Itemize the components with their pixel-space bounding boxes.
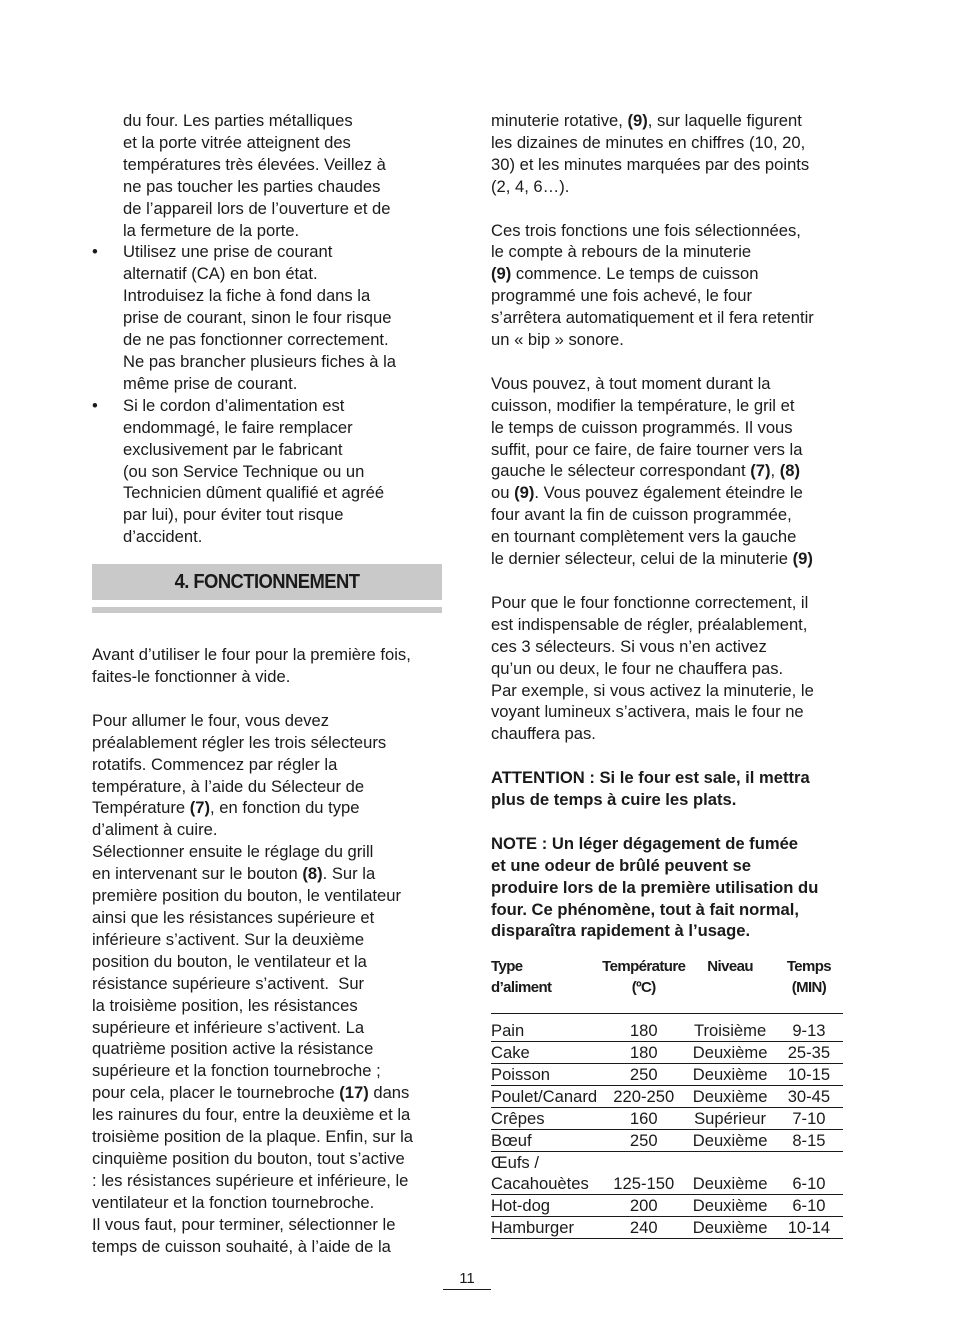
text-line: (ou son Service Technique ou un (123, 461, 365, 481)
table-row (491, 1042, 843, 1064)
cell-food: Cake (491, 1042, 602, 1064)
text-line: s’arrêtera automatiquement et il fera retentir (491, 308, 814, 328)
bullet-item (92, 395, 442, 548)
page-number: 11 (443, 1269, 491, 1290)
note-paragraph (491, 833, 843, 943)
text-line: est indispensable de régler, préalablement, (491, 614, 808, 634)
table-row (491, 1014, 843, 1042)
text-line: disparaîtra rapidement à l’usage. (491, 921, 751, 941)
cell-food: Poisson (491, 1064, 602, 1086)
text-line: ne pas toucher les parties chaudes (123, 176, 381, 196)
text-line: Introduisez la fiche à fond dans la (123, 286, 371, 306)
text-line: Ces trois fonctions une fois sélectionnées, (491, 220, 801, 240)
text-line: Pour allumer le four, vous devez (92, 710, 330, 730)
left-column (92, 110, 442, 1257)
text-line: (2, 4, 6…). (491, 176, 570, 196)
text-line: résistance supérieure s’activent. Sur (92, 973, 365, 993)
text-line: d’accident. (123, 527, 203, 547)
text-line: four. Ce phénomène, tout à fait normal, (491, 899, 799, 919)
cell-temperature (602, 1152, 685, 1174)
paragraph (92, 644, 442, 688)
bullet-icon: • (92, 242, 98, 262)
column-header-temperature: Température (ºC) (602, 956, 685, 1014)
text-line: température, à l’aide du Sélecteur de (92, 776, 365, 796)
paragraph (92, 710, 442, 1258)
cell-food: Hamburger (491, 1217, 602, 1239)
text-line: plus de temps à cuire les plats. (491, 790, 737, 810)
text-line: de ne pas fonctionner correctement. (123, 330, 389, 350)
column-header-level: Niveau (685, 956, 775, 1014)
cell-level: Deuxième (685, 1130, 775, 1152)
text-line: four avant la fin de cuisson programmée, (491, 505, 792, 525)
cell-temperature: 200 (602, 1195, 685, 1217)
section-title: 4. FONCTIONNEMENT (174, 571, 360, 594)
table-header-row (491, 956, 843, 1014)
text-line: qu’un ou deux, le four ne chauffera pas. (491, 658, 784, 678)
text-line: Sélectionner ensuite le réglage du grill (92, 842, 374, 862)
cell-time: 8-15 (775, 1130, 843, 1152)
text-line: Utilisez une prise de courant (123, 242, 333, 262)
text-line: de l’appareil lors de l’ouverture et de (123, 198, 391, 218)
text-line: produire lors de la première utilisation du (491, 877, 819, 897)
text-line: le compte à rebours de la minuterie (491, 242, 752, 262)
text-line: le temps de cuisson programmés. Il vous (491, 417, 793, 437)
text-line: même prise de courant. (123, 373, 298, 393)
cell-level: Troisième (685, 1014, 775, 1042)
text-line: Vous pouvez, à tout moment durant la (491, 373, 771, 393)
text-line: : les résistances supérieure et inférieure, le (92, 1170, 409, 1190)
text-line: quatrième position active la résistance (92, 1039, 374, 1059)
attention-note (491, 767, 843, 811)
reference-number: (9) (514, 483, 535, 503)
text-line: en tournant complètement vers la gauche (491, 527, 797, 547)
text-line: cinquième position du bouton, tout s’active (92, 1148, 405, 1168)
cell-food: Cacahouètes (491, 1173, 602, 1195)
text-line: par lui), pour éviter tout risque (123, 505, 344, 525)
table-row (491, 1217, 843, 1239)
text-line: ou (9). Vous pouvez également éteindre le (491, 483, 803, 503)
text-line: Technicien dûment qualifié et agréé (123, 483, 385, 503)
text-line: NOTE : Un léger dégagement de fumée (491, 833, 799, 853)
text-line: position du bouton, le ventilateur et la (92, 951, 367, 971)
cooking-table (491, 956, 843, 1239)
text-line: Ne pas brancher plusieurs fiches à la (123, 351, 397, 371)
cell-food: Hot-dog (491, 1195, 602, 1217)
cell-time (775, 1152, 843, 1174)
cell-time: 7-10 (775, 1108, 843, 1130)
reference-number: (8) (779, 461, 801, 481)
text-line: temps de cuisson souhaité, à l’aide de la (92, 1236, 391, 1256)
text-line: programmé une fois achevé, le four (491, 286, 753, 306)
text-line: la fermeture de la porte. (123, 220, 300, 240)
text-line: exclusivement par le fabricant (123, 439, 343, 459)
text-line: pour cela, placer le tournebroche (17) dans (92, 1083, 410, 1103)
table-row (491, 1108, 843, 1130)
text-line: les rainures du four, entre la deuxième et la (92, 1105, 411, 1125)
text-line: troisième position de la plaque. Enfin, sur la (92, 1127, 413, 1147)
cell-temperature: 180 (602, 1042, 685, 1064)
text-line: ATTENTION : Si le four est sale, il mettra (491, 768, 810, 788)
reference-number: (9) (627, 111, 648, 130)
text-line: voyant lumineux s’activera, mais le four ne (491, 702, 804, 722)
cell-level: Deuxième (685, 1217, 775, 1239)
text-line: du four. Les parties métalliques (123, 111, 353, 130)
cell-level: Deuxième (685, 1195, 775, 1217)
text-line: supérieure et inférieure s’activent. La (92, 1017, 365, 1037)
table-row (491, 1064, 843, 1086)
text-line: ventilateur et la fonction tournebroche. (92, 1192, 375, 1212)
text-line: d’aliment à cuire. (92, 820, 218, 840)
text-line: chauffera pas. (491, 724, 596, 744)
cell-temperature: 250 (602, 1130, 685, 1152)
reference-number: (9) (792, 549, 813, 569)
cell-time: 25-35 (775, 1042, 843, 1064)
cell-food: Œufs / (491, 1153, 539, 1173)
text-line: supérieure et la fonction tournebroche ; (92, 1061, 381, 1081)
section-heading-band (92, 564, 442, 600)
text-line: le dernier sélecteur, celui de la minuterie (9) (491, 549, 813, 569)
cell-temperature: 240 (602, 1217, 685, 1239)
cell-time: 30-45 (775, 1086, 843, 1108)
text-line: cuisson, modifier la température, le gril et (491, 395, 795, 415)
cell-temperature: 160 (602, 1108, 685, 1130)
cell-level (685, 1152, 775, 1174)
cell-food: Poulet/Canard (491, 1086, 602, 1108)
table-row (491, 1086, 843, 1108)
table-row (491, 1195, 843, 1217)
cell-food: Pain (491, 1014, 602, 1042)
text-line: minuterie rotative, (9), sur laquelle figurent (491, 111, 802, 130)
table-row (491, 1152, 843, 1174)
text-line: suffit, pour ce faire, de faire tourner vers la (491, 439, 803, 459)
text-line: températures très élevées. Veillez à (123, 154, 386, 174)
reference-number: (7) (189, 798, 211, 818)
cell-level: Deuxième (685, 1086, 775, 1108)
table-row (491, 1130, 843, 1152)
text-line: première position du bouton, le ventilateur (92, 886, 402, 906)
cell-temperature: 180 (602, 1014, 685, 1042)
text-line: (9) commence. Le temps de cuisson (491, 264, 759, 284)
text-line: et la porte vitrée atteignent des (123, 132, 351, 152)
text-line: Si le cordon d’alimentation est (123, 395, 345, 415)
text-line: inférieure s’activent. Sur la deuxième (92, 929, 365, 949)
bullet-item (92, 241, 442, 394)
cell-food: Bœuf (491, 1130, 602, 1152)
text-line: les dizaines de minutes en chiffres (10, 20, (491, 132, 806, 152)
paragraph (491, 373, 843, 570)
paragraph (491, 110, 843, 198)
text-line: Par exemple, si vous activez la minuterie, le (491, 680, 814, 700)
paragraph (491, 592, 843, 745)
text-line: Avant d’utiliser le four pour la première fois, (92, 645, 411, 665)
table-row (491, 1173, 843, 1195)
reference-number: (8) (302, 864, 323, 884)
text-line: Pour que le four fonctionne correctement, il (491, 592, 809, 612)
text-line: 30) et les minutes marquées par des points (491, 154, 810, 174)
cell-time: 10-15 (775, 1064, 843, 1086)
right-column (491, 110, 843, 1239)
text-line: préalablement régler les trois sélecteurs (92, 732, 387, 752)
column-header-type: Type d’aliment (491, 956, 602, 1014)
cell-temperature: 250 (602, 1064, 685, 1086)
text-line: Température (7), en fonction du type (92, 798, 360, 818)
text-line: alternatif (CA) en bon état. (123, 264, 318, 284)
bullet-icon: • (92, 395, 98, 415)
text-line: prise de courant, sinon le four risque (123, 308, 392, 328)
bullet-continuation (92, 110, 442, 241)
cell-level: Deuxième (685, 1064, 775, 1086)
cell-food: Crêpes (491, 1108, 602, 1130)
text-line: la troisième position, les résistances (92, 995, 358, 1015)
reference-number: (7) (750, 461, 771, 481)
cell-level: Supérieur (685, 1108, 775, 1130)
cell-time: 6-10 (775, 1195, 843, 1217)
cell-temperature: 125-150 (602, 1173, 685, 1195)
text-line: ces 3 sélecteurs. Si vous n’en activez (491, 636, 767, 656)
cell-time: 6-10 (775, 1173, 843, 1195)
text-line: en intervenant sur le bouton (8). Sur la (92, 864, 376, 884)
cell-level: Deuxième (685, 1173, 775, 1195)
column-header-time: Temps (MIN) (775, 956, 843, 1014)
text-line: gauche le sélecteur correspondant (7), (8) (491, 461, 801, 481)
text-line: faites-le fonctionner à vide. (92, 667, 291, 687)
paragraph (491, 220, 843, 351)
reference-number: (9) (491, 264, 512, 284)
reference-number: (17) (339, 1083, 369, 1103)
cell-time: 10-14 (775, 1217, 843, 1239)
text-line: Il vous faut, pour terminer, sélectionner le (92, 1214, 396, 1234)
text-line: endommagé, le faire remplacer (123, 417, 353, 437)
text-line: et une odeur de brûlé peuvent se (491, 855, 752, 875)
text-line: ainsi que les résistances supérieure et (92, 907, 375, 927)
text-line: un « bip » sonore. (491, 330, 624, 350)
cell-time: 9-13 (775, 1014, 843, 1042)
text-line: rotatifs. Commencez par régler la (92, 754, 338, 774)
cell-temperature: 220-250 (602, 1086, 685, 1108)
cell-level: Deuxième (685, 1042, 775, 1064)
